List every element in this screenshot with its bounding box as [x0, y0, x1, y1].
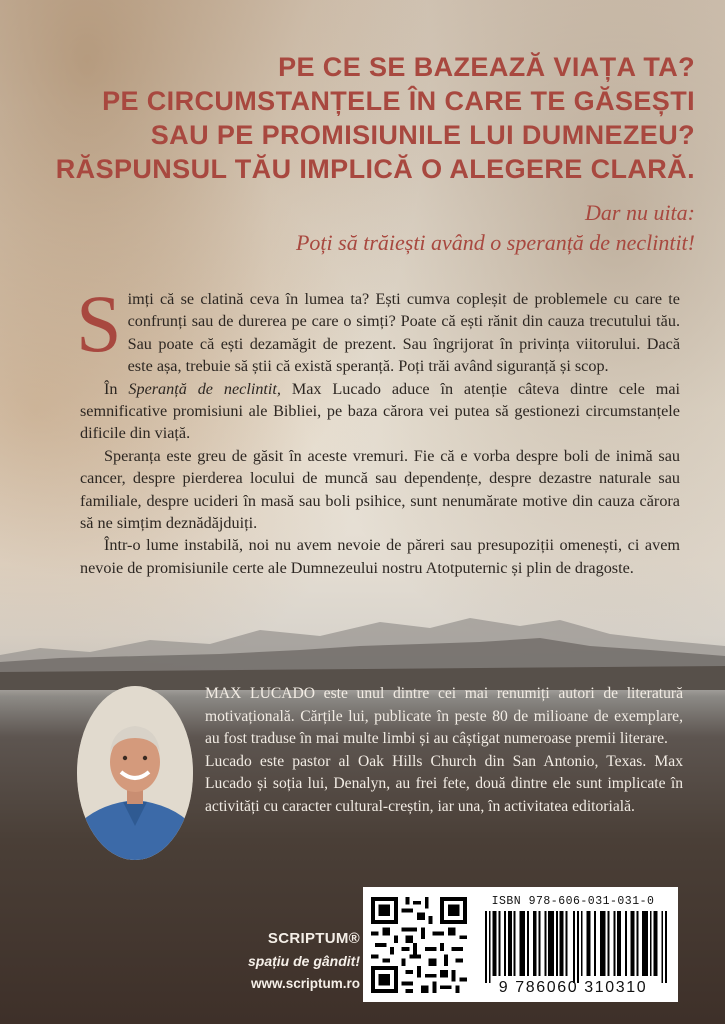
author-photo: [77, 686, 193, 860]
barcode-panel: [363, 887, 678, 1002]
headline-line-2: PE CIRCUMSTANȚELE ÎN CARE TE GĂSEȘTI: [102, 86, 695, 116]
author-bio-paragraph-1: MAX LUCADO este unul dintre cei mai renumiți autori de literatură motivațională. Cărțile lui, publicate în peste 80 de milioane de exemplare, au fost traduse în mai multe limbi și au câștigat numeroase premii literare.: [205, 685, 683, 748]
blurb-paragraph-2-prefix: În: [104, 379, 129, 398]
author-bio: [205, 683, 683, 819]
blurb-paragraph-1-text: imți că se clatină ceva în lumea ta? Ești cumva copleșit de problemele cu care te confrunți sau de durerea pe care o simți? Poate că ești rănit din cauza trecutului tău. Sau poate că ești dezamăgit de prezent. Sau îngrijorat în privința viitorului. Dacă este așa, trebuie să știi că există speranță. Poți trăi având siguranță și scop.: [127, 290, 680, 376]
headline-line-4: RĂSPUNSUL TĂU IMPLICĂ O ALEGERE CLARĂ.: [55, 154, 695, 184]
qr-code-icon: [371, 897, 467, 993]
blurb-paragraph-2: [80, 378, 680, 445]
author-bio-paragraph-2: Lucado este pastor al Oak Hills Church din San Antonio, Texas. Max Lucado și soția lui, Denalyn, au frei fete, două dintre ele sunt implicate în activități cu caracter cultural-creștin, iar una, în activitatea editorială.: [205, 752, 683, 815]
headline: [40, 50, 695, 186]
subline: [40, 198, 695, 258]
headline-line-1: PE CE SE BAZEAZĂ VIAȚA TA?: [278, 52, 695, 82]
publisher-name: SCRIPTUM®: [267, 930, 360, 947]
publisher-website[interactable]: www.scriptum.ro: [250, 976, 360, 991]
blurb-paragraph-1: [76, 278, 680, 378]
ean-barcode-icon: [485, 911, 667, 983]
ean-number: 9 786060 310310: [498, 979, 648, 996]
publisher-block: [230, 928, 360, 996]
publisher-tagline: spațiu de gândit!: [248, 953, 360, 969]
book-title: Speranță de neclintit,: [128, 379, 281, 398]
blurb-paragraph-3: Speranța este greu de găsit în aceste vremuri. Fie că e vorba despre boli de inimă sau cancer, despre pierderea locului de muncă sau dependențe, despre dezastre naturale sau familiale, despre ucideri în masă sau boli psihice, sunt nenumărate motive din cauza cărora să ne simțim deznădăjduiți.: [80, 446, 680, 533]
isbn-text: ISBN 978-606-031-031-0: [491, 895, 655, 908]
subline-line-2: Poți să trăiești având o speranță de neclintit!: [295, 230, 695, 255]
subline-line-1: Dar nu uita:: [585, 200, 695, 225]
headline-line-3: SAU PE PROMISIUNILE LUI DUMNEZEU?: [150, 120, 695, 150]
drop-cap: S: [76, 278, 122, 369]
blurb-paragraph-4: Într-o lume instabilă, noi nu avem nevoie de păreri sau presupoziții omenești, ci avem nevoie de promisiunile certe ale Dumnezeului nostru Atotputernic și plin de dragoste.: [80, 536, 680, 577]
mountain-horizon: [0, 600, 725, 690]
blurb-paragraph-2-text: Max Lucado aduce în atenție câteva dintre cele mai semnificative promisiuni ale Bibliei, pe baza cărora vei putea să gestionezi circumstanțele dificile din viață.: [80, 379, 680, 443]
blurb: [76, 278, 680, 579]
